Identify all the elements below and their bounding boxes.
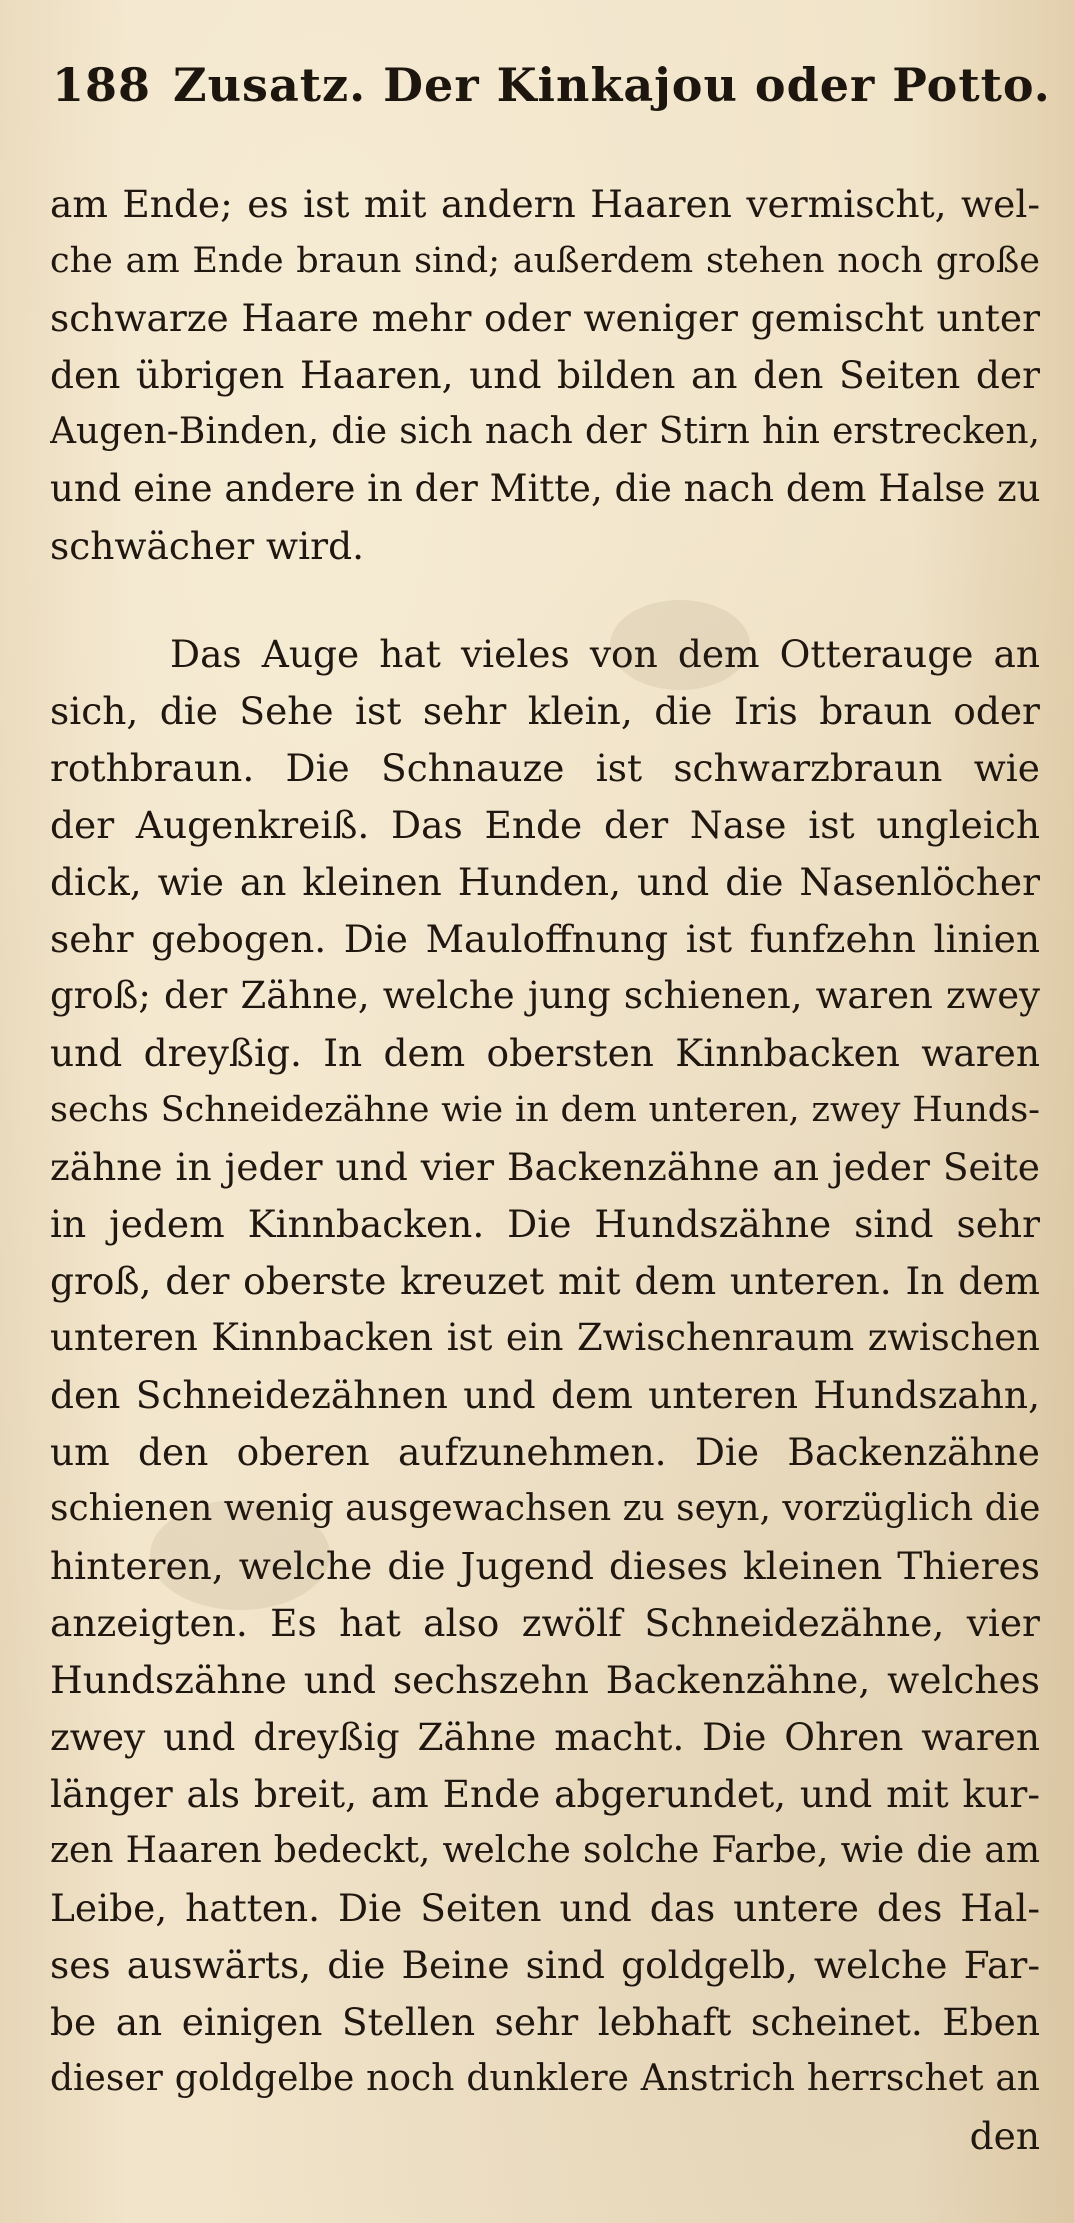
text-line: zen Haaren bedeckt, welche solche Farbe, wie die am: [50, 1830, 1040, 1871]
text-line: der Augenkreiß. Das Ende der Nase ist ungleich: [50, 803, 1040, 847]
page-header: [52, 58, 1051, 112]
page-number: 188: [52, 58, 152, 112]
text-line: länger als breit, am Ende abgerundet, und mit kur-: [50, 1772, 1040, 1816]
text-line: zähne in jeder und vier Backenzähne an jeder Seite: [50, 1145, 1040, 1189]
text-line: zwey und dreyßig Zähne macht. Die Ohren waren: [50, 1715, 1040, 1759]
text-line: Hundszähne und sechszehn Backenzähne, welches: [50, 1658, 1040, 1702]
text-line: rothbraun. Die Schnauze ist schwarzbraun wie: [50, 746, 1040, 790]
text-line: sich, die Sehe ist sehr klein, die Iris braun oder: [50, 689, 1040, 733]
text-line: und eine andere in der Mitte, die nach dem Halse zu: [50, 467, 1040, 510]
text-line: groß, der oberste kreuzet mit dem unteren. In dem: [50, 1259, 1040, 1303]
text-line: sehr gebogen. Die Mauloffnung ist funfzehn linien: [50, 917, 1040, 961]
text-line: Augen-Binden, die sich nach der Stirn hin erstrecken,: [50, 411, 1040, 452]
text-line: be an einigen Stellen sehr lebhaft scheinet. Eben: [50, 2000, 1040, 2044]
text-line: in jedem Kinnbacken. Die Hundszähne sind sehr: [50, 1202, 1040, 1246]
text-line: anzeigten. Es hat also zwölf Schneidezähne, vier: [50, 1601, 1040, 1645]
text-line: um den oberen aufzunehmen. Die Backenzähne: [50, 1430, 1040, 1474]
text-line: Leibe, hatten. Die Seiten und das untere des Hal-: [50, 1886, 1040, 1930]
text-line: unteren Kinnbacken ist ein Zwischenraum zwischen: [50, 1316, 1040, 1359]
catchword: den: [969, 2114, 1040, 2158]
text-line: dieser goldgelbe noch dunklere Anstrich herrschet an: [50, 2058, 1040, 2099]
text-line: che am Ende braun sind; außerdem stehen noch große: [50, 241, 1040, 281]
text-line: schwächer wird.: [50, 524, 364, 568]
text-line: den übrigen Haaren, und bilden an den Seiten der: [50, 353, 1040, 397]
paragraph-first-line: Das Auge hat vieles von dem Otterauge an: [170, 632, 1040, 676]
text-line: und dreyßig. In dem obersten Kinnbacken waren: [50, 1031, 1040, 1075]
text-line: sechs Schneidezähne wie in dem unteren, zwey Hunds-: [50, 1090, 1040, 1130]
text-line: schienen wenig ausgewachsen zu seyn, vorzüglich die: [50, 1488, 1040, 1529]
text-line: hinteren, welche die Jugend dieses kleinen Thieres: [50, 1544, 1040, 1588]
text-line: groß; der Zähne, welche jung schienen, waren zwey: [50, 974, 1040, 1017]
text-line: dick, wie an kleinen Hunden, und die Nasenlöcher: [50, 860, 1040, 904]
text-line: den Schneidezähnen und dem unteren Hundszahn,: [50, 1373, 1040, 1417]
text-line: am Ende; es ist mit andern Haaren vermischt, wel-: [50, 182, 1040, 226]
running-title: Zusatz. Der Kinkajou oder Potto.: [173, 58, 1051, 112]
text-line: schwarze Haare mehr oder weniger gemischt unter: [50, 296, 1040, 340]
text-line: ses auswärts, die Beine sind goldgelb, welche Far-: [50, 1943, 1040, 1987]
